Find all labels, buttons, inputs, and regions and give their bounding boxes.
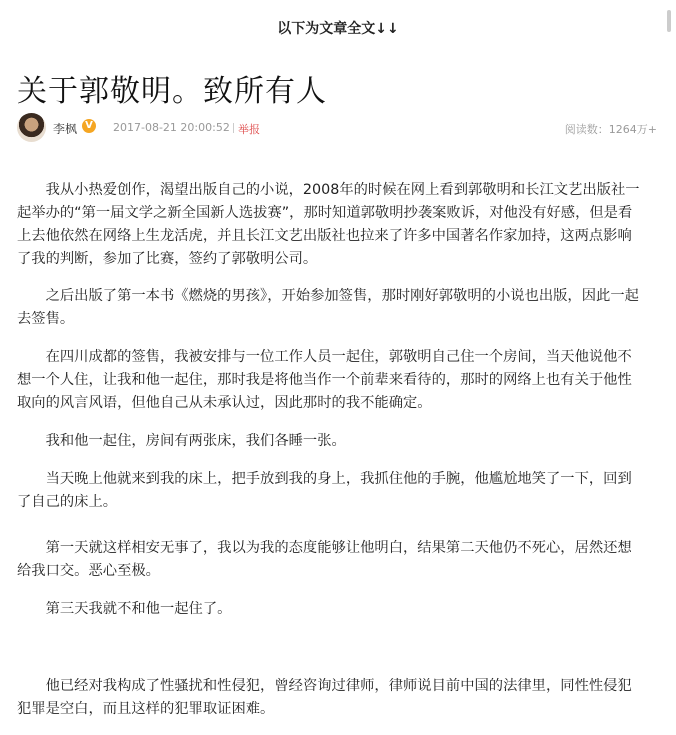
article-title: 关于郭敬明。致所有人 [17,74,327,109]
meta-divider [233,123,234,133]
scrollbar[interactable] [666,10,672,610]
read-count: 阅读数：1264万+ [564,123,657,136]
article-paragraph: 之后出版了第一本书《燃烧的男孩》，开始参加签售，那时刚好郭敬明的小说也出版，因此一起去签售。 [17,288,639,327]
author-name[interactable]: 李枫 [53,122,78,136]
report-link[interactable]: 举报 [238,123,260,136]
vip-v-icon: V [82,119,96,133]
publish-date: 2017-08-21 20:00:52 [113,121,230,134]
article-paragraph: 第一天就这样相安无事了，我以为我的态度能够让他明白，结果第二天他仍不死心，居然还想给我口交。恶心至极。 [17,540,632,579]
article-paragraph: 在四川成都的签售，我被安排与一位工作人员一起住，郭敬明自己住一个房间，当天他说他不想一个人住，让我和他一起住，那时我是将他当作一个前辈来看待的，那时的网络上也有关于他性取向的风言风语，但他自己从未承认过，因此那时的我不能确定。 [17,349,632,411]
article-paragraph: 第三天我就不和他一起住了。 [45,601,232,617]
article-paragraph: 我和他一起住，房间有两张床，我们各睡一张。 [45,433,346,449]
article-paragraph: 他已经对我构成了性骚扰和性侵犯，曾经咨询过律师，律师说目前中国的法律里，同性性侵犯犯罪是空白，而且这样的犯罪取证困难。 [17,678,632,717]
author-avatar[interactable] [17,113,46,142]
full-text-notice: 以下为文章全文↓↓ [277,21,399,37]
article-paragraph: 当天晚上他就来到我的床上，把手放到我的身上，我抓住他的手腕，他尴尬地笑了一下，回到了自己的床上。 [17,471,632,510]
article-paragraph: 我从小热爱创作，渴望出版自己的小说，2008年的时候在网上看到郭敬明和长江文艺出版社一起举办的“第一届文学之新全国新人选拔赛”，那时知道郭敬明抄袭案败诉，对他没有好感，但是看上去他依然在网络上生龙活虎，并且长江文艺出版社也拉来了许多中国著名作家加持，这两点影响了我的判断，参加了比赛，签约了郭敬明公司。 [17,182,640,267]
scrollbar-thumb[interactable] [667,10,671,32]
article-meta [17,113,657,143]
